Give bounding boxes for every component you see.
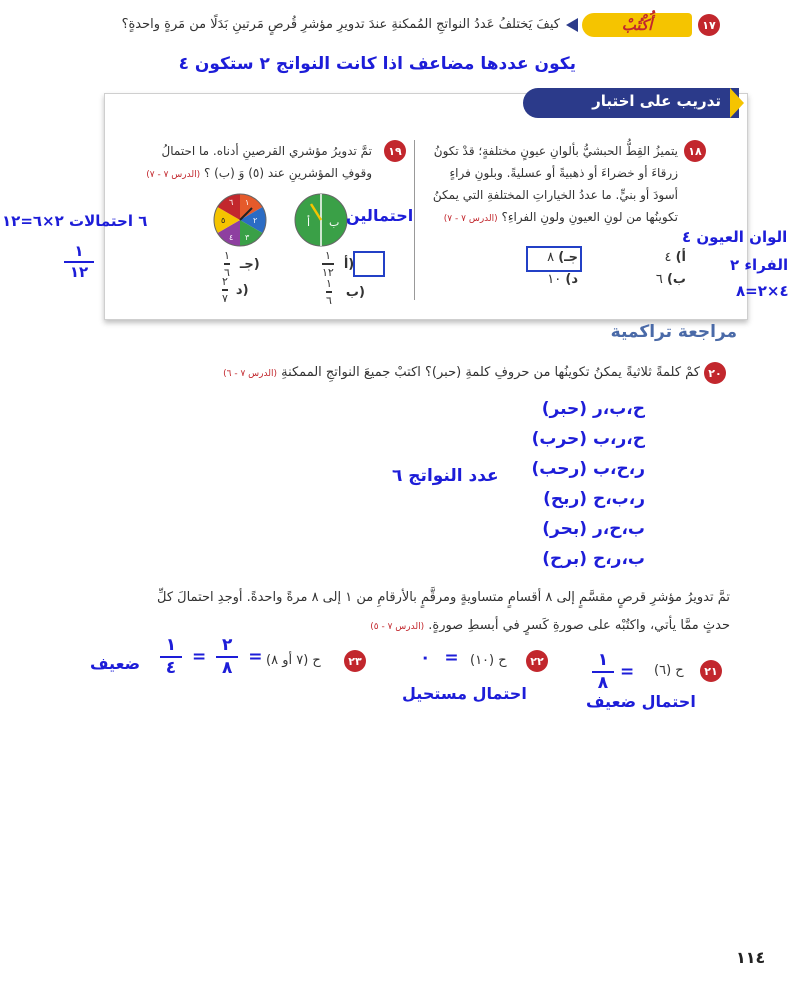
- svg-text:٥: ٥: [221, 216, 226, 225]
- question-17-text: كيفَ يَختلفُ عَددُ النواتجِ المُمكنةِ عندَ تدويرِ مؤشرِ قُرصٍ مَرتينِ بَدَلًا من مَرةٍ واحدةٍ؟: [121, 17, 560, 32]
- handwritten-product: ٤×٢=٨: [736, 282, 789, 300]
- write-label-text: أُكْتُبْ: [621, 16, 653, 34]
- q18-line: أسودَ أو بنيٍّ. ما عددُ الخياراتِ المختلفةِ التي يمكنُ: [432, 188, 678, 202]
- fraction: $\frac{١}{٦}$: [326, 277, 332, 307]
- question-17-answer: يكون عددها مضاعف اذا كانت النواتج ٢ ستكون ٤: [178, 54, 576, 74]
- q19-option-d: [222, 276, 249, 304]
- option-value: ٤: [664, 250, 672, 265]
- svg-text:٦: ٦: [229, 198, 234, 207]
- test-practice-title: تدريب على اختبار: [592, 92, 721, 110]
- spinner-two-sections: [293, 192, 349, 248]
- answer-item: ح،ر،ب (حرب): [531, 429, 645, 449]
- question-number-22: ٢٢: [526, 650, 548, 672]
- question-number-21: ٢١: [700, 660, 722, 682]
- option-key: جـ): [558, 250, 578, 265]
- fraction: $\frac{١}{٤}$: [160, 637, 182, 677]
- lesson-ref: (الدرس ٧ - ٧): [443, 214, 498, 224]
- banner-arrow-icon: [730, 88, 744, 118]
- equals-sign: =: [620, 662, 635, 682]
- q23-answer: [160, 637, 263, 677]
- q21-answer: [592, 652, 634, 692]
- q20-outcome-count: عدد النواتج ٦: [392, 466, 499, 486]
- question-21-text: ح (٦): [654, 663, 684, 678]
- equals-sign: =: [192, 647, 207, 667]
- answer-item: ب،ح،ر (بحر): [542, 519, 645, 539]
- q21-note: احتمال ضعيف: [586, 692, 696, 711]
- question-number-23: ٢٣: [344, 650, 366, 672]
- q23-note: ضعيف: [90, 654, 141, 673]
- lesson-ref: (الدرس ٧ - ٦): [223, 369, 277, 379]
- option-key: أ): [343, 256, 355, 272]
- fraction: $\frac{١}{١٢}$: [322, 249, 334, 279]
- q19-option-a: [322, 250, 354, 278]
- svg-text:٤: ٤: [229, 233, 234, 242]
- question-18-text: [408, 140, 678, 230]
- equals-sign: =: [444, 648, 459, 668]
- question-number-18: ١٨: [684, 140, 706, 162]
- option-value: ٦: [655, 272, 663, 287]
- answer-item: ر،ب،ح (ربح): [543, 489, 645, 509]
- lesson-ref: (الدرس ٧ - ٥): [370, 622, 425, 632]
- q19-option-c: [224, 250, 260, 278]
- answer-item: ح،ب،ر (حبر): [541, 399, 645, 419]
- q18-option-a: [664, 250, 686, 265]
- q18-line: يتميزُ القِطُّ الحبشيُّ بألوانِ عيونٍ مختلفةٍ؛ قدْ تكونُ: [433, 144, 678, 158]
- handwritten-fraction: ١ ١٢: [64, 244, 94, 280]
- write-label: [582, 13, 692, 37]
- fraction: $\frac{٢}{٨}$: [216, 637, 238, 677]
- option-key: د): [565, 272, 578, 287]
- q21-23-intro: [30, 584, 730, 641]
- q22-note: احتمال مستحيل: [402, 684, 527, 703]
- question-23-text: ح (٧ أو ٨): [266, 653, 321, 668]
- option-key: جـ): [239, 256, 260, 272]
- question-19-text: [112, 140, 372, 186]
- answer-value: ٠: [420, 648, 431, 668]
- svg-text:٢: ٢: [253, 216, 258, 225]
- fraction: $\frac{١}{٦}$: [224, 249, 230, 279]
- q22-answer: [420, 648, 459, 668]
- spinner-letter: أ: [307, 216, 311, 229]
- question-22-text: ح (١٠): [470, 653, 507, 668]
- option-key: ب): [345, 284, 365, 300]
- option-value: ١٠: [547, 272, 562, 287]
- q19-option-b: [326, 278, 365, 306]
- question-20-text: كمْ كلمةً ثلاثيةً يمكنُ تكوينُها من حروفِ كلمةِ (حبر)؟ اكتبْ جميعَ النواتجِ الممكنةِ (الدرس ٧ - ٦): [223, 365, 700, 380]
- q18-option-b: [656, 272, 686, 287]
- handwritten-six-outcomes: ٦ احتمالات ٢×٦=١٢: [2, 212, 148, 230]
- mixed-number: [222, 276, 228, 304]
- answer-item: ر،ح،ب (رحب): [531, 459, 645, 479]
- q19-line: وقوفِ المؤشرينِ عند (٥) وَ (ب) ؟ (الدرس ٧ - ٧): [146, 166, 372, 180]
- option-value: ٨: [547, 250, 555, 265]
- spinner-six-sections: [212, 192, 268, 248]
- pointer-arrow-icon: [566, 18, 578, 32]
- option-key: ب): [666, 272, 686, 287]
- q19-line: تمَّ تدويرُ مؤشري القرصينِ أدناه. ما احتمالُ: [161, 144, 372, 158]
- option-key: أ): [675, 250, 686, 265]
- fraction: $\frac{١}{٨}$: [592, 652, 614, 692]
- q18-option-d: [547, 272, 578, 287]
- question-number-20: ٢٠: [704, 362, 726, 384]
- q19-selected-answer-box: [353, 251, 385, 277]
- intro-line: حدثٍ ممَّا يأتي، واكتُبْه على صورةِ كَسرٍ في أبسطِ صورةٍ. (الدرس ٧ - ٥): [370, 618, 730, 633]
- svg-text:١: ١: [245, 198, 250, 207]
- page-number: ١١٤: [736, 948, 766, 967]
- spinner-letter: ب: [329, 216, 340, 229]
- q18-line: تكوينُها من لونِ العيونِ ولونِ الفراءِ؟ (الدرس ٧ - ٧): [443, 210, 678, 224]
- option-key: د): [235, 282, 249, 298]
- svg-text:٣: ٣: [245, 233, 250, 242]
- handwritten-two-outcomes: احتمالين: [346, 206, 414, 225]
- fraction: $\frac{٢}{٧}$: [222, 275, 228, 305]
- cumulative-review-title: مراجعة تراكمية: [610, 322, 737, 342]
- question-number-19: ١٩: [384, 140, 406, 162]
- q20-answers: [531, 394, 645, 574]
- test-practice-banner: [523, 88, 739, 118]
- column-divider: [414, 140, 415, 300]
- q18-line: زرقاءَ أو خضراءَ أو ذهبيةً أو عسليةً. وبلونِ فراءٍ: [449, 166, 678, 180]
- handwritten-fur-colors: الفراء ٢: [730, 256, 789, 274]
- equals-sign: =: [248, 647, 263, 667]
- question-number-17: ١٧: [698, 14, 720, 36]
- lesson-ref: (الدرس ٧ - ٧): [146, 170, 201, 180]
- q18-selected-answer-box: [526, 246, 582, 272]
- answer-item: ب،ر،ح (برح): [542, 549, 645, 569]
- handwritten-eye-colors: الوان العيون ٤: [682, 228, 788, 246]
- intro-line: تمَّ تدويرُ مؤشرِ قرصٍ مقسَّمٍ إلى ٨ أقسامٍ متساويةٍ ومرقَّمٍ بالأرقامِ من ١ إلى ٨ مرةً واحدةً. أوجدِ احتمالَ كلِّ: [156, 590, 730, 605]
